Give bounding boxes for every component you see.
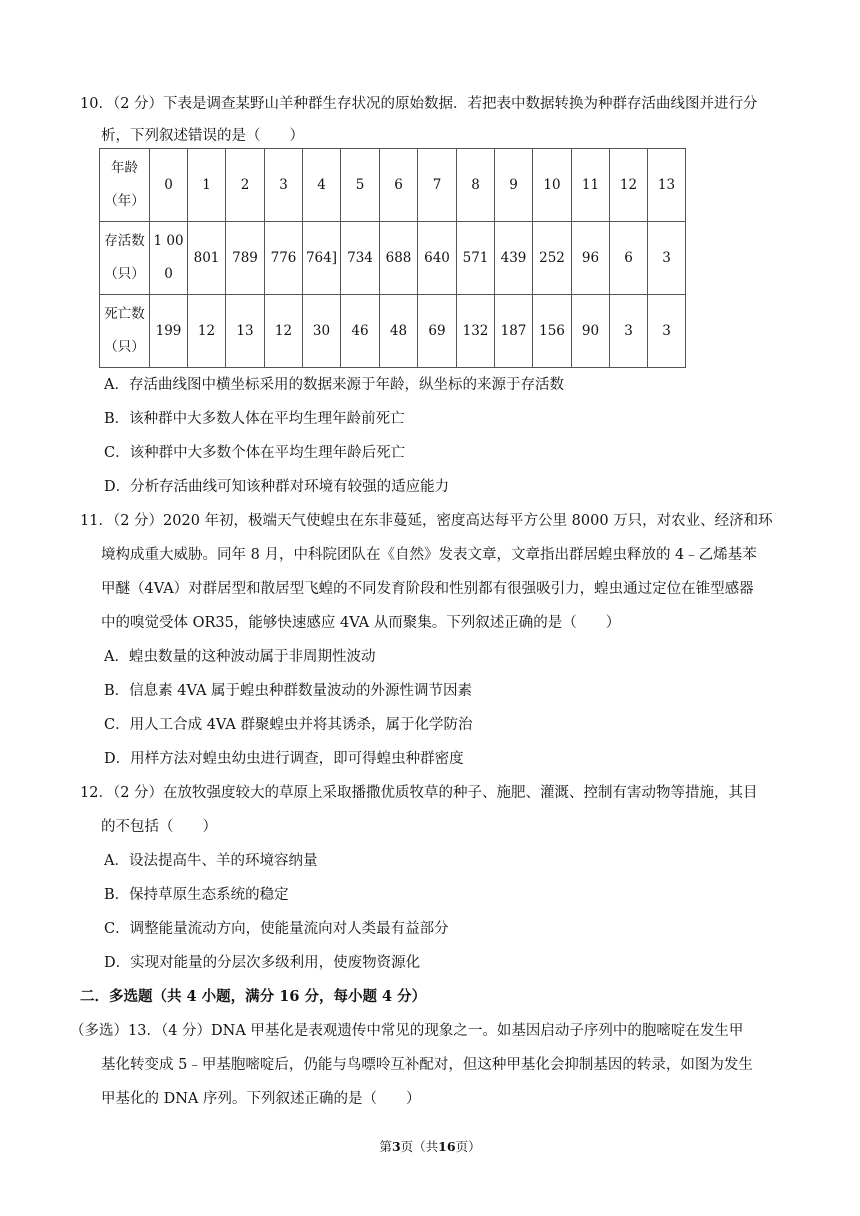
q12-stem-line-2: 的不包括（ ） [101, 819, 217, 835]
row-header-deaths-line2: （只） [104, 339, 145, 355]
row-header-age [100, 149, 150, 222]
table-row-age [100, 149, 686, 222]
row-header-age-line1: 年龄 [111, 160, 138, 176]
age-cell: 10 [533, 149, 572, 222]
q10-stem-line-1: 10．（2 分）下表是调查某野山羊种群生存状况的原始数据．若把表中数据转换为种群存活曲线图并进行分 [80, 96, 758, 112]
q10-option-b: B．该种群中大多数人体在平均生理年龄前死亡 [104, 411, 405, 427]
age-cell: 5 [341, 149, 380, 222]
q11-stem-line-2: 境构成重大威胁。同年 8 月，中科院团队在《自然》发表文章，文章指出群居蝗虫释放的 4﹣乙烯基苯 [101, 547, 757, 563]
page-footer [0, 1137, 860, 1155]
q10-option-d: D．分析存活曲线可知该种群对环境有较强的适应能力 [104, 479, 450, 495]
table-row-deaths [100, 295, 686, 368]
row-header-age-line2: （年） [104, 193, 145, 209]
q10-option-a: A．存活曲线图中横坐标采用的数据来源于年龄，纵坐标的来源于存活数 [104, 377, 564, 393]
row-header-survivors-line1: 存活数 [104, 233, 145, 249]
survivor-cell: 252 [533, 222, 572, 295]
footer-mid: 页（共 [400, 1139, 439, 1154]
q13-stem-line-1: （多选）13．（4 分）DNA 甲基化是表观遗传中常见的现象之一。如基因启动子序列中的胞嘧啶在发生甲 [70, 1023, 744, 1039]
death-cell: 12 [265, 295, 303, 368]
survivor-cell: 789 [226, 222, 265, 295]
age-cell: 3 [265, 149, 303, 222]
age-cell: 4 [303, 149, 341, 222]
death-cell: 69 [418, 295, 457, 368]
death-cell: 156 [533, 295, 572, 368]
age-cell: 9 [495, 149, 533, 222]
q11-stem-line-4: 中的嗅觉受体 OR35，能够快速感应 4VA 从而聚集。下列叙述正确的是（ ） [101, 615, 621, 631]
death-cell: 3 [610, 295, 648, 368]
q13-stem-line-3: 甲基化的 DNA 序列。下列叙述正确的是（ ） [101, 1091, 421, 1107]
q10-option-c: C．该种群中大多数个体在平均生理年龄后死亡 [104, 445, 406, 461]
q12-stem-line-1: 12．（2 分）在放牧强度较大的草原上采取播撒优质牧草的种子、施肥、灌溉、控制有害动物等措施，其目 [80, 785, 758, 801]
footer-total-pages: 16 [438, 1139, 456, 1154]
q12-option-d: D．实现对能量的分层次多级利用，使废物资源化 [104, 955, 421, 971]
row-header-deaths-line1: 死亡数 [104, 306, 145, 322]
footer-page-number: 3 [391, 1139, 401, 1154]
q11-option-c: C．用人工合成 4VA 群聚蝗虫并将其诱杀，属于化学防治 [104, 717, 473, 733]
death-cell: 12 [188, 295, 226, 368]
death-cell: 90 [572, 295, 610, 368]
survivor-cell: 801 [188, 222, 226, 295]
survivor-cell: 764] [303, 222, 341, 295]
age-cell: 11 [572, 149, 610, 222]
q13-stem-line-2: 基化转变成 5﹣甲基胞嘧啶后，仍能与鸟嘌呤互补配对，但这种甲基化会抑制基因的转录，如图为发生 [101, 1057, 753, 1073]
q12-option-b: B．保持草原生态系统的稳定 [104, 887, 289, 903]
survivor-cell: 776 [265, 222, 303, 295]
death-cell: 3 [648, 295, 686, 368]
age-cell: 7 [418, 149, 457, 222]
age-cell: 0 [150, 149, 188, 222]
survivor-cell: 1 00 0 [150, 222, 188, 295]
death-cell: 48 [380, 295, 418, 368]
row-header-survivors [100, 222, 150, 295]
survivor-cell: 640 [418, 222, 457, 295]
footer-suffix: 页） [455, 1139, 481, 1154]
q11-option-d: D．用样方法对蝗虫幼虫进行调查，即可得蝗虫种群密度 [104, 751, 464, 767]
age-cell: 2 [226, 149, 265, 222]
q11-stem-line-3: 甲醚（4VA）对群居型和散居型飞蝗的不同发育阶段和性别都有很强吸引力，蝗虫通过定位在锥型感器 [101, 581, 754, 597]
q10-stem-line-2: 析，下列叙述错误的是（ ） [101, 128, 304, 144]
survivor-cell: 439 [495, 222, 533, 295]
survivor-cell: 571 [457, 222, 495, 295]
death-cell: 30 [303, 295, 341, 368]
age-cell: 13 [648, 149, 686, 222]
q11-stem-line-1: 11．（2 分）2020 年初，极端天气使蝗虫在东非蔓延，密度高达每平方公里 8000 万只，对农业、经济和环 [80, 513, 773, 529]
death-cell: 13 [226, 295, 265, 368]
section-title-multiple-choice: 二．多选题（共 4 小题，满分 16 分，每小题 4 分） [80, 988, 427, 1005]
death-cell: 187 [495, 295, 533, 368]
age-cell: 8 [457, 149, 495, 222]
q11-option-b: B．信息素 4VA 属于蝗虫种群数量波动的外源性调节因素 [104, 683, 473, 699]
q12-option-c: C．调整能量流动方向，使能量流向对人类最有益部分 [104, 921, 449, 937]
death-cell: 199 [150, 295, 188, 368]
survival-data-table [99, 148, 686, 368]
q11-option-a: A．蝗虫数量的这种波动属于非周期性波动 [104, 649, 376, 665]
footer-prefix: 第 [379, 1139, 392, 1154]
q12-option-a: A．设法提高牛、羊的环境容纳量 [104, 853, 318, 869]
death-cell: 132 [457, 295, 495, 368]
survivor-cell: 688 [380, 222, 418, 295]
age-cell: 6 [380, 149, 418, 222]
age-cell: 12 [610, 149, 648, 222]
death-cell: 46 [341, 295, 380, 368]
survivor-cell: 6 [610, 222, 648, 295]
age-cell: 1 [188, 149, 226, 222]
survivor-cell: 96 [572, 222, 610, 295]
row-header-deaths [100, 295, 150, 368]
survivor-cell: 734 [341, 222, 380, 295]
row-header-survivors-line2: （只） [104, 266, 145, 282]
table-row-survivors [100, 222, 686, 295]
survivor-cell: 3 [648, 222, 686, 295]
